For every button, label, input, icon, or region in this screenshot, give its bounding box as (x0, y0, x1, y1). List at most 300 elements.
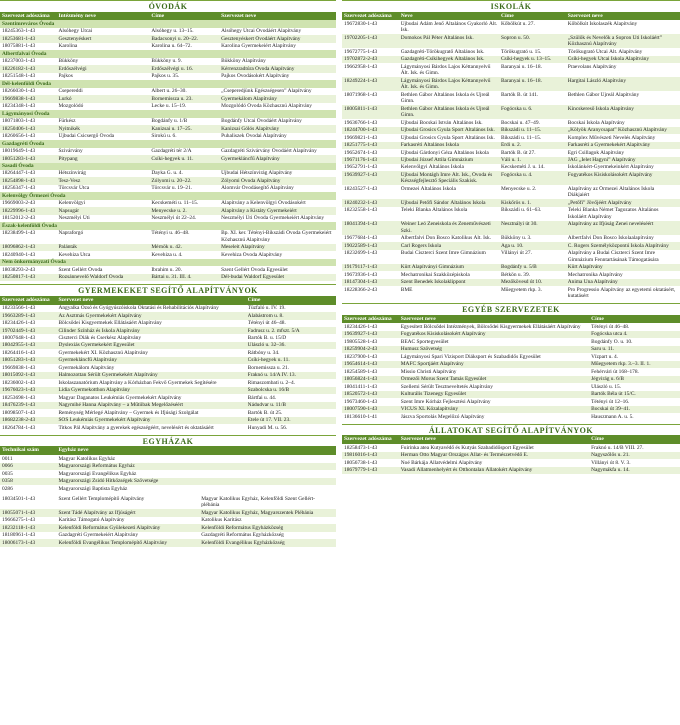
cell: Bogdánfy Utcai Óvodáért Alapítvány (221, 118, 302, 125)
table-header (342, 435, 680, 444)
cell: Nádudvar u. 11/B (247, 402, 286, 409)
cell: Újbudai Ádám Jenő Általános Gyakorló Ált. Isk. (400, 20, 498, 34)
cell: Kevehiza u. 4. (151, 251, 183, 258)
cell: Bartók Béla út 15/C. (591, 391, 636, 398)
table-row (0, 133, 336, 140)
table-row (0, 455, 336, 462)
cell: 19639927-1-43 (344, 331, 378, 338)
cell: „Szülők és Nevelők a Sopron Úti Iskoláért” Közhasznú Alapítvány (567, 34, 663, 48)
cell: Alapítvány a Kelenvölgyi Óvodásokért (221, 200, 306, 207)
cell: 18136610-1-41 (344, 413, 378, 420)
cell: Pajkos Óvodásokért Alapítvány (221, 73, 290, 80)
cell: Alapítvány az Ifjúság Zenei neveléséért (567, 221, 654, 228)
table-header (342, 315, 680, 324)
cell: Érdi u. 2. (500, 142, 522, 149)
cell: 18476239-1-43 (2, 402, 36, 409)
table-row (0, 394, 336, 401)
cell: Kőbölkút u. 27. (500, 20, 535, 27)
table-row (0, 334, 336, 341)
cell: Bocskai u. 47–49. (500, 119, 540, 126)
cell: 18254589-1-43 (344, 368, 378, 375)
cell: Humusz Szövetség (400, 346, 442, 353)
table-row (0, 103, 336, 110)
cell: Ulászló u. 15. (591, 383, 622, 390)
cell: Kelenföldi Református Gyülekezeti Alapítvány (58, 524, 161, 531)
category-row: Észak-kelenföldi Óvoda (0, 222, 336, 229)
table-row (0, 409, 336, 416)
table-row (342, 149, 680, 156)
cell: Gesztenyéskert Óvodáért Alapítvány (221, 35, 301, 42)
cell: Ciszterci Diák és Cserkész Alapítvány (58, 334, 142, 341)
cell: Ulászló u. 32–36. (247, 342, 286, 349)
cell: Praevolans Alapítvány (567, 63, 617, 70)
cell: Albertfalvi Don Bosco Katolikus Ált. Isk. (400, 235, 492, 242)
table-row (0, 266, 336, 273)
cell: 18019649-1-43 (2, 148, 36, 155)
cell: 19702872-2-43 (344, 56, 378, 63)
cell: Magyar Katolikus Egyház, Kelenföldi Szent Gellért-plébánia (201, 496, 315, 509)
cell: Pro Progressio Alapítvány az egyetemi oktatásért, kutatásért (567, 286, 676, 300)
cell: Alsóhegy Utcai (58, 28, 93, 35)
cell: 18253698-1-43 (2, 394, 36, 401)
column-header: Szervezet neve (221, 12, 257, 19)
ovodak-table (0, 12, 336, 282)
cell: Újbudai Montágh Imre Ált. Isk., Óvoda és Készségfejlesztő Speciális Szakisk. (400, 171, 493, 185)
cell: Vízpart u. 4. (591, 353, 619, 360)
cell: Alapítvány a Budai Ciszterci Szent Imre Gimnázium Fenntartásának Támogatására (567, 250, 659, 263)
cell: Bükköny u. 9. (151, 58, 182, 65)
table-row (0, 517, 336, 524)
cell: Teleki Blanka Általános Iskola (400, 207, 468, 214)
cell: Bölcsődei Kisgyermekek Ellátásáért Alapítvány (58, 320, 162, 327)
column-header: Neve (400, 12, 413, 19)
cell: 19666275-1-43 (2, 517, 36, 524)
column-header: Egyház neve (58, 447, 89, 454)
cell: Bartók B. u. 15/D (247, 334, 287, 341)
table-row (0, 28, 336, 35)
table-row (342, 119, 680, 126)
table-row (0, 349, 336, 356)
table-row (342, 48, 680, 55)
cell: 19669003-2-43 (2, 200, 36, 207)
cell: Az Asztmás Gyermekekért Alapítvány (58, 312, 142, 319)
cell: Bogdánfy u. 1/B (151, 118, 188, 125)
table-row (0, 35, 336, 42)
cell: 18260656-1-43 (2, 133, 36, 140)
cell: Neszmélyi út 22–24. (151, 215, 197, 222)
cell: 18006173-1-43 (2, 539, 36, 546)
cell: Újbudai Hétszínvirág Alapítvány (221, 170, 293, 177)
ovodak-section (0, 0, 336, 281)
cell: Baranyai u. 16–18. (500, 77, 542, 84)
cell: 18180961-1-43 (2, 532, 36, 539)
cell: Bükköny Alapítvány (221, 58, 266, 65)
table-row (342, 171, 680, 185)
cell: Kanizsai Gólós Alapítvány (221, 125, 280, 132)
egyhazak-section (0, 435, 336, 547)
category-row: Dél-kelenföldi Óvoda (0, 80, 336, 87)
gyermekek-section (0, 284, 336, 432)
cell: Szellemi Sérült Tesztneveltetés Alapítvány (400, 383, 493, 390)
cell: 18071968-1-43 (344, 91, 378, 98)
cell: Tétényi út 12–16. (591, 398, 630, 405)
table-row (342, 207, 680, 221)
cell: Iskolaszanatórium Alapítvány a Kórházban Fekvő Gyermekek Segítésére (58, 379, 217, 386)
cell: Bikszádi u. 11–15. (500, 134, 542, 141)
cell: 19805528-1-43 (344, 338, 378, 345)
table-row (342, 242, 680, 249)
cell: 19179117-1-43 (344, 264, 378, 271)
cell: Bocskai Iskola Alapítvány (567, 119, 625, 126)
table-row (342, 235, 680, 242)
cell: Tüzfaló u. IV. 19. (247, 305, 286, 312)
cell: Fadrusz u. 2. mfszt. 5/A (247, 327, 300, 334)
allatok-title: ÁLLATOKAT SEGÍTŐ ALAPÍTVÁNYOK (342, 424, 680, 436)
cell: Alabástrom u. 8. (247, 312, 284, 319)
iskolak-table (342, 12, 680, 301)
cell: Weiner Leó Zeneiskola és Zeneművészeti Szki. (400, 221, 491, 234)
cell: Újbudai Csicsergő Óvoda (58, 133, 115, 140)
table-row (0, 417, 336, 424)
cell: 18251548-1-43 (2, 73, 36, 80)
column-header: Szervezet neve (400, 315, 436, 322)
cell: Farkasréti Általános Iskola (400, 142, 459, 149)
cell: Titkos Pál Alapítvány a gyerekek egészségéért, nevelésért és oktatásáért (58, 424, 214, 431)
cell: Rozsánnevelő Waldorf Óvoda (58, 274, 124, 281)
cell: Bikszádi u. 11–15. (500, 127, 542, 134)
cell: 19669821-1-43 (344, 134, 378, 141)
table-row (342, 391, 680, 398)
cell: Rimaszombati u. 2–4. (247, 379, 295, 386)
cell: Törökugrató u. 15. (500, 48, 542, 55)
cell: 18056824-1-43 (344, 376, 378, 383)
table-row (342, 467, 680, 474)
cell: Farkasréti a Gyermekekért Alapítvány (567, 142, 651, 149)
cell: Napraforgó (58, 230, 84, 237)
table-row (0, 424, 336, 431)
cell: 0286 (2, 485, 13, 492)
cell: Szent Gellért Óvoda Egyesület (221, 266, 288, 273)
cell: Anima Una Alapítvány (567, 279, 618, 286)
cell: 18259904-2-43 (344, 346, 378, 353)
column-header: Szervezet adószáma (2, 12, 50, 19)
table-row (342, 91, 680, 105)
cell: 19652674-1-43 (344, 149, 378, 156)
cell: Lidia Gyermekotthon Alapítvány (58, 387, 130, 394)
cell: Alapítvány az Őrmezei Általános Iskola Diákjaiért (567, 185, 655, 199)
cell: 18258473-1-43 (344, 444, 378, 451)
table-row (0, 251, 336, 258)
cell: Gyermekláncfű Alapítvány (58, 357, 117, 364)
column-header: Címe (247, 296, 261, 303)
table-row (342, 353, 680, 360)
cell: 18244700-1-43 (344, 127, 378, 134)
cell: Magyar Daganatos Leukémiás Gyermekekért Alapítvány (58, 394, 182, 401)
ovodak-title: ÓVODÁK (0, 0, 336, 12)
cell: Fuirinka atea Kutyavédő és Kutyás Szabadidősport Egyesület (400, 444, 534, 451)
cell: Angyalka Ozsó és Gyógyúszóiskola Oktatási és Rehabilitációs Alapítvány (58, 305, 219, 312)
cell: Menyecske u. 2. (500, 185, 537, 192)
table-row (0, 125, 336, 132)
table-row (342, 199, 680, 206)
cell: Gazdagréti-Csíkihegyek Általános Isk. (400, 56, 485, 63)
cell: Bükköny (58, 58, 79, 65)
cell: Etele út 17. VII. 23. (247, 417, 291, 424)
table-row (0, 402, 336, 409)
cell: C. Rogers Személyközpontú Iskola Alapítvány (567, 242, 669, 249)
cell: Bocskai út 39–41. (591, 406, 631, 413)
cell: Magyarországi Zsidó Hitközségek Szövetsége (58, 478, 159, 485)
cell: Kérrenzradtúra Óvoda Alapítvány (221, 65, 295, 72)
cell: Domokos Pál Péter Általános Isk. (400, 34, 474, 41)
cell: 18236002-1-43 (2, 379, 36, 386)
table-row (0, 496, 336, 510)
cell: Kecskeméti u. 11–15. (151, 200, 199, 207)
cell: 18226182-1-43 (2, 65, 36, 72)
cell: Mezőkövesd út 10. (500, 279, 543, 286)
cell: Csíki-hegyek u. 11. (151, 155, 194, 162)
cell: Gesztenyéskert (58, 35, 92, 42)
cell: 18256347-1-43 (2, 185, 36, 192)
cell: Újbudai Gárdonyi Géza Általános Iskola (400, 149, 489, 156)
iskolak-section (342, 0, 680, 300)
cell: Zólyomi Óvoda Alapítvány (221, 177, 281, 184)
cell: „Petőfi” Jövőjéért Alapítvány (567, 199, 632, 206)
cell: Hunyadi M. u. 56. (247, 424, 288, 431)
cell: 18056738-1-43 (344, 459, 378, 466)
cell: Kőbölkút Iskolaszék Alapítvány (567, 20, 638, 27)
cell: 18229996-1-43 (2, 207, 36, 214)
cell: Herman Otto Magyar Országos Állat- és Természetvédő E. (400, 452, 529, 459)
table-row (342, 77, 680, 91)
cell: Bornemissza u. 23. (151, 95, 193, 102)
cell: 19702449-1-43 (2, 327, 36, 334)
table-row (0, 207, 336, 214)
cell: Bethlen Gábor Általános Iskola és Újreál Gimn. (400, 105, 490, 119)
cell: 19816016-1-43 (344, 452, 378, 459)
cell: 19671176-1-43 (344, 157, 378, 163)
table-row (342, 250, 680, 264)
table-row (342, 279, 680, 286)
table-row (0, 305, 336, 312)
category-row: Szentimreváros Óvoda (0, 20, 336, 27)
cell: Komplex Művészeti Nevelés Alapítvány (567, 134, 656, 141)
table-row (0, 478, 336, 485)
cell: Carl Rogers Iskola (400, 242, 442, 249)
column-header: Technikai szám (2, 447, 39, 454)
cell: 18238499-1-43 (2, 230, 36, 237)
column-header: Szervezet neve (58, 296, 94, 303)
cell: Fürkész (58, 118, 76, 125)
cell: Kürt Alapítványi Gimnázium (400, 264, 464, 271)
table-row (0, 200, 336, 207)
column-header: Címe (500, 12, 514, 19)
cell: 19639927-1-43 (344, 171, 378, 178)
table-row (342, 383, 680, 390)
iskolak-title: ISKOLÁK (342, 0, 680, 12)
cell: Nagymákfa u. 14. (591, 467, 630, 474)
cell: Mozgolódó (58, 103, 84, 110)
table-row (0, 148, 336, 155)
table-header (0, 296, 336, 305)
cell: 18251775-1-43 (344, 142, 378, 149)
cell: Tétényi út 46–48. (591, 323, 630, 330)
cell: Neszmélyi Úti (58, 215, 90, 222)
table-row (0, 387, 336, 394)
cell: Alsóhegy Utcai Óvodáért Alapítvány (221, 28, 302, 35)
cell: Kecskeméti J. u. 14. (500, 164, 545, 171)
cell: 0035 (2, 470, 13, 477)
table-row (0, 379, 336, 386)
cell: Palánták (58, 244, 77, 251)
cell: Reménység Mérlegé Alapítvány – Gyermek és Ifjúsági Szolgálat (58, 409, 199, 416)
cell: Bp. XI. ker. Tétényi-Bikszádi Óvoda Gyermekeiért Közhasznú Alapítvány (221, 230, 332, 243)
cell: Szabolcska u. 16/B (247, 387, 290, 394)
cell: Törökugrató Utcai Ált. Alapítvány (567, 48, 643, 55)
cell: Fehérvári út 168–178. (591, 368, 639, 375)
cell: 18237900-1-43 (344, 353, 378, 360)
cell: Csíki-hegyek u. 13–15. (500, 56, 552, 63)
cell: „Kölyök Aranycsapat” Közhasznú Alapítvány (567, 127, 667, 134)
table-row (342, 20, 680, 34)
cell: Fogyatékos Kisiskolásokért Alapítvány (567, 171, 653, 178)
cell: Gazdagréti Gyermekeiért Alapítvány (58, 532, 139, 539)
cell: Bogdánfy Ö. u. 10. (591, 338, 633, 345)
table-row (342, 63, 680, 77)
cell: Gazdagréti tér 2/A (151, 148, 192, 155)
cell: Gazdagréti Szivárvány Óvodáért Alapítvány (221, 148, 317, 155)
table-row (0, 342, 336, 349)
cell: 18243527-1-43 (344, 185, 378, 192)
cell: Rátbóny u. 34. (247, 349, 280, 356)
cell: Fraknó u. 14/B VIII. 27. (591, 444, 644, 451)
cell: Albertfalvi Don Bosco Iskolaalapítvány (567, 235, 654, 242)
cell: 18098507-1-43 (2, 409, 36, 416)
cell: VICUS XL Közalapítvány (400, 406, 459, 413)
table-row (0, 320, 336, 327)
cell: Kelenföldi Református Egyházközség (201, 524, 284, 531)
cell: Dél-budai Waldorf Egyesület (221, 274, 285, 281)
cell: 18041394-1-43 (344, 221, 378, 228)
cell: 18679779-1-43 (344, 467, 378, 474)
cell: MAFC Sportjáért Alapítvány (400, 361, 464, 368)
table-row (342, 157, 680, 164)
table-row (342, 34, 680, 48)
cell: Lágymányosi Spari Vizisport Diáksport és Szabadidős Egyesület (400, 353, 541, 360)
cell: 19673460-1-43 (344, 398, 378, 405)
cell: Hauszmann A. u. 5. (591, 413, 634, 420)
allatok-table (342, 435, 680, 474)
table-row (342, 413, 680, 420)
cell: Dyslexiás Gyermekekért Egyesület (58, 342, 135, 349)
table-row (0, 170, 336, 177)
cell: Neszmélyi Úti Óvoda Gyermekeiért Alapítvány (221, 215, 325, 222)
cell: 18233566-1-43 (2, 305, 36, 312)
cell: Tesz-Vesz (58, 177, 81, 184)
table-row (342, 142, 680, 149)
cell: Nyitnikék (58, 125, 80, 132)
cell: 18042955-1-43 (2, 342, 36, 349)
egyhazak-title: EGYHÁZAK (0, 435, 336, 447)
column-header: Szervezet adószáma (344, 12, 392, 19)
cell: Gazdagréti-Törökugratő Általános Isk. (400, 48, 485, 55)
cell: Gyermekláncfű Alapítvány (221, 155, 280, 162)
gyermekek-title: GYERMEKEKET SEGÍTŐ ALAPÍTVÁNYOK (0, 284, 336, 296)
cell: 18682238-2-43 (2, 417, 36, 424)
cell: Bornemissza u. 21. (247, 364, 289, 371)
column-header: Címe (591, 315, 604, 322)
cell: Magyarországi Evangélikus Egyház (58, 470, 137, 477)
cell: Szivárvány (58, 148, 83, 155)
table-row (342, 452, 680, 459)
cell: 19672830-1-43 (344, 20, 378, 27)
cell: 18250817-1-43 (2, 274, 36, 281)
table-row (0, 357, 336, 364)
cell: Vasadi Állatmenhelyért és Otthontalan Állatokért Alapítvány (400, 467, 533, 474)
cell: 18096862-1-43 (2, 244, 36, 251)
cell: Mechatronika Alapítvány (567, 271, 623, 278)
cell: 18232699-1-43 (344, 250, 378, 257)
cell: Kelenföldi Evangélikus Templomépítő Alapítvány (58, 539, 168, 546)
table-row (0, 532, 336, 539)
cell: 19672775-1-43 (344, 48, 378, 55)
cell: Pitypang (58, 155, 78, 162)
cell: BEAC Sportegyesület (400, 338, 449, 345)
table-row (0, 118, 336, 125)
table-row (0, 65, 336, 72)
column-header: Szervezet neve (400, 436, 436, 443)
cell: 18034501-1-43 (2, 496, 36, 502)
cell: 18237003-1-43 (2, 58, 36, 65)
cell: 18075881-1-43 (2, 43, 36, 50)
cell: Kiskőrös u. 1. (500, 199, 532, 206)
cell: Újbudai Grosics Gyula Sport Általános Isk. (400, 127, 495, 134)
cell: SOS Leukémiás Gyermekekért Alapítvány (58, 417, 151, 424)
cell: 18038293-2-43 (2, 266, 36, 273)
table-row (0, 244, 336, 251)
table-row (342, 459, 680, 466)
cell: Szent Gellért Óvoda (58, 266, 103, 273)
cell: 18249224-1-43 (344, 77, 378, 84)
cell: Aga u. 10. (500, 242, 524, 249)
table-row (342, 56, 680, 63)
cell: Csepereddi (58, 88, 83, 95)
column-header: Szervezet adószáma (344, 315, 392, 322)
right-column (342, 0, 680, 477)
cell: Kelenvölgyi (58, 200, 86, 207)
egyhazak-foundations-table (0, 496, 336, 547)
cell: Meseleit Alapítvány (221, 244, 265, 251)
table-row (0, 470, 336, 477)
cell: Tétényi út 46–48. (247, 320, 286, 327)
table-row (0, 73, 336, 80)
table-row (0, 230, 336, 244)
cell: 18253681-1-43 (2, 35, 36, 42)
table-row (0, 177, 336, 184)
cell: Műegyetem rkp. 3. (500, 286, 542, 293)
cell: 18232118-1-43 (2, 524, 36, 531)
cell: Teleki Blanka Német Tagozatos Általános Iskoláért Alapítvány (567, 207, 659, 220)
cell: Bartók B. út 25. (247, 409, 283, 416)
cell: 18264416-1-43 (2, 349, 36, 356)
cell: Erdőszélvégi u. 16. (151, 65, 194, 72)
cell: 18234426-1-43 (344, 323, 378, 330)
cell: Dayka G. u. 4. (151, 170, 183, 177)
table-row (0, 95, 336, 102)
cell: Ibrahim u. 20. (151, 266, 182, 273)
cell: Albert u. 26–30. (151, 88, 187, 95)
table-row (0, 155, 336, 162)
